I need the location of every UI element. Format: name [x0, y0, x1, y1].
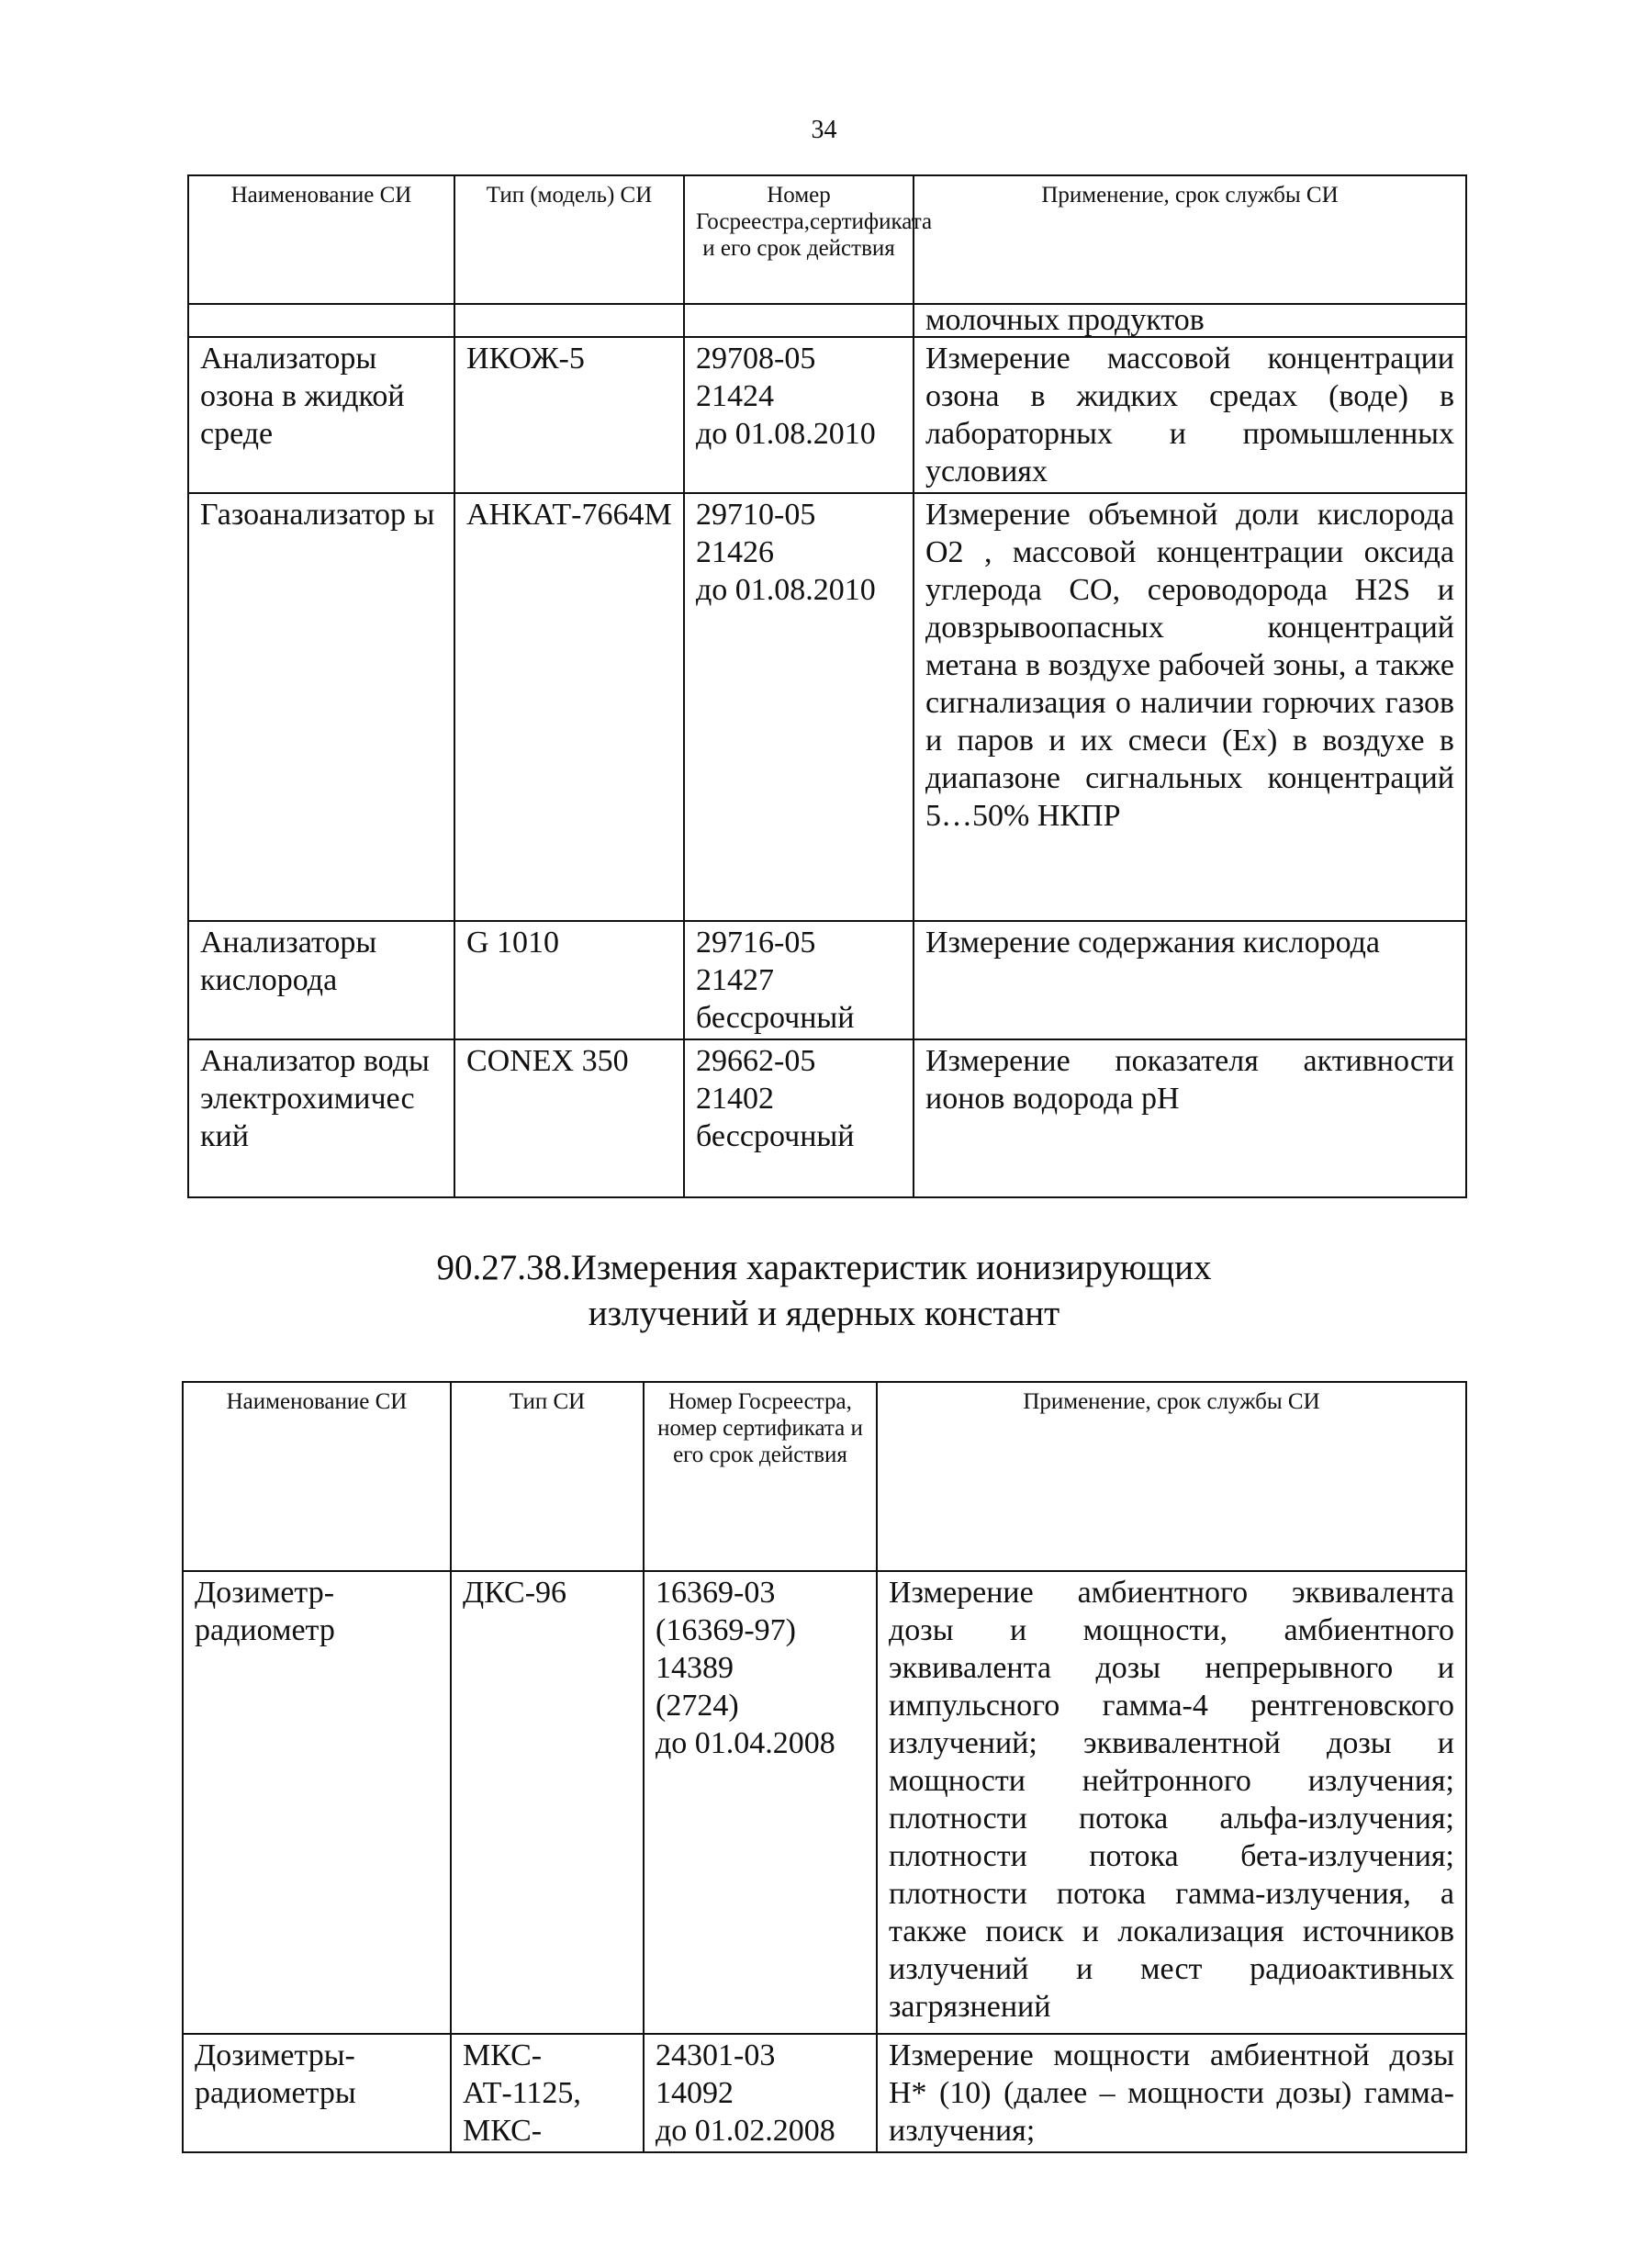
certificate-number: 21402 [696, 1082, 774, 1116]
instrument-type: ДКС-96 [451, 1571, 644, 2034]
registry-number: 29662-05 [696, 1044, 816, 1078]
registry-number: 24301-03 [656, 2038, 776, 2072]
validity: до 01.02.2008 [656, 2114, 835, 2148]
certificate-number: 21427 [696, 963, 774, 997]
instrument-application: Измерение амбиентного эквивалента дозы и мощности, амбиентного эквивалента дозы непрерывного и импульсного гамма-4 рентгеновского излучений; эквивалентной дозы и мощности нейтронного излучения; плотности потока альфа-излучения; плотности потока бета-излучения; плотности потока гамма-излучения, а также поиск и локализация источников излучений и мест радиоактивных загрязнений [877, 1571, 1466, 2034]
validity: до 01.08.2010 [696, 417, 876, 451]
continuation-text: молочных продуктов [914, 304, 1466, 337]
table-header-row [188, 175, 1466, 304]
header-application: Применение, срок службы СИ [877, 1382, 1466, 1571]
instrument-application: Измерение показателя активности ионов водорода pH [914, 1039, 1466, 1197]
header-type: Тип СИ [451, 1382, 644, 1571]
validity: до 01.08.2010 [696, 573, 876, 607]
certificate-number: 21426 [696, 535, 774, 569]
section-heading [0, 1245, 1648, 1337]
instrument-type: G 1010 [454, 921, 684, 1039]
table-row [183, 2034, 1466, 2152]
table-row [183, 1571, 1466, 2034]
instrument-type: МКС-АТ-1125, МКС- [451, 2034, 644, 2152]
instrument-name: Дозиметры-радиометры [183, 2034, 451, 2152]
header-registry: Номер Госреестра,сертификата и его срок действия [684, 175, 914, 304]
measuring-instruments-table-1 [187, 174, 1467, 1198]
certificate-number: 14389 [656, 1651, 734, 1685]
header-type: Тип (модель) СИ [454, 175, 684, 304]
table-row [188, 921, 1466, 1039]
table-header-row [183, 1382, 1466, 1571]
instrument-registry [684, 921, 914, 1039]
header-application: Применение, срок службы СИ [914, 175, 1466, 304]
page-number: 34 [811, 116, 837, 144]
continuation-row [188, 304, 1466, 337]
certificate-number-old: (2724) [656, 1689, 739, 1723]
header-name: Наименование СИ [183, 1382, 451, 1571]
registry-number: 29710-05 [696, 498, 816, 532]
instrument-type: CONEX 350 [454, 1039, 684, 1197]
registry-number: 29708-05 [696, 342, 816, 376]
instrument-registry [684, 493, 914, 921]
measuring-instruments-table-2 [182, 1381, 1467, 2153]
validity: бессрочный [696, 1119, 855, 1153]
registry-number: 16369-03 [656, 1576, 776, 1610]
certificate-number: 21424 [696, 379, 774, 413]
instrument-application: Измерение массовой концентрации озона в жидких средах (воде) в лабораторных и промышленных условиях [914, 337, 1466, 493]
registry-number: 29716-05 [696, 926, 816, 960]
validity: до 01.04.2008 [656, 1726, 835, 1760]
section-heading-line-1: 90.27.38.Измерения характеристик ионизирующих [436, 1248, 1212, 1287]
instrument-registry [644, 1571, 877, 2034]
instrument-application: Измерение объемной доли кислорода O2 , массовой концентрации оксида углерода CO, сероводорода H2S и довзрывоопасных концентраций метана в воздухе рабочей зоны, а также сигнализация о наличии горючих газов и паров и их смеси (Ex) в воздухе в диапазоне сигнальных концентраций 5…50% НКПР [914, 493, 1466, 921]
instrument-registry [644, 2034, 877, 2152]
instrument-registry [684, 1039, 914, 1197]
table-row [188, 337, 1466, 493]
instrument-registry [684, 337, 914, 493]
validity: бессрочный [696, 1001, 855, 1035]
instrument-name: Газоанализатор ы [188, 493, 454, 921]
header-registry: Номер Госреестра, номер сертификата и его срок действия [644, 1382, 877, 1571]
registry-number-old: (16369-97) [656, 1613, 796, 1647]
instrument-application: Измерение мощности амбиентной дозы H* (10) (далее – мощности дозы) гамма-излучения; [877, 2034, 1466, 2152]
instrument-type: ИКОЖ-5 [454, 337, 684, 493]
instrument-application: Измерение содержания кислорода [914, 921, 1466, 1039]
instrument-name: Анализатор воды электрохимичес кий [188, 1039, 454, 1197]
instrument-name: Анализаторы кислорода [188, 921, 454, 1039]
instrument-type: АНКАТ-7664М [454, 493, 684, 921]
section-heading-line-2: излучений и ядерных констант [588, 1294, 1060, 1333]
instrument-name: Дозиметр-радиометр [183, 1571, 451, 2034]
certificate-number: 14092 [656, 2076, 734, 2110]
table-row [188, 1039, 1466, 1197]
instrument-name: Анализаторы озона в жидкой среде [188, 337, 454, 493]
header-name: Наименование СИ [188, 175, 454, 304]
table-row [188, 493, 1466, 921]
